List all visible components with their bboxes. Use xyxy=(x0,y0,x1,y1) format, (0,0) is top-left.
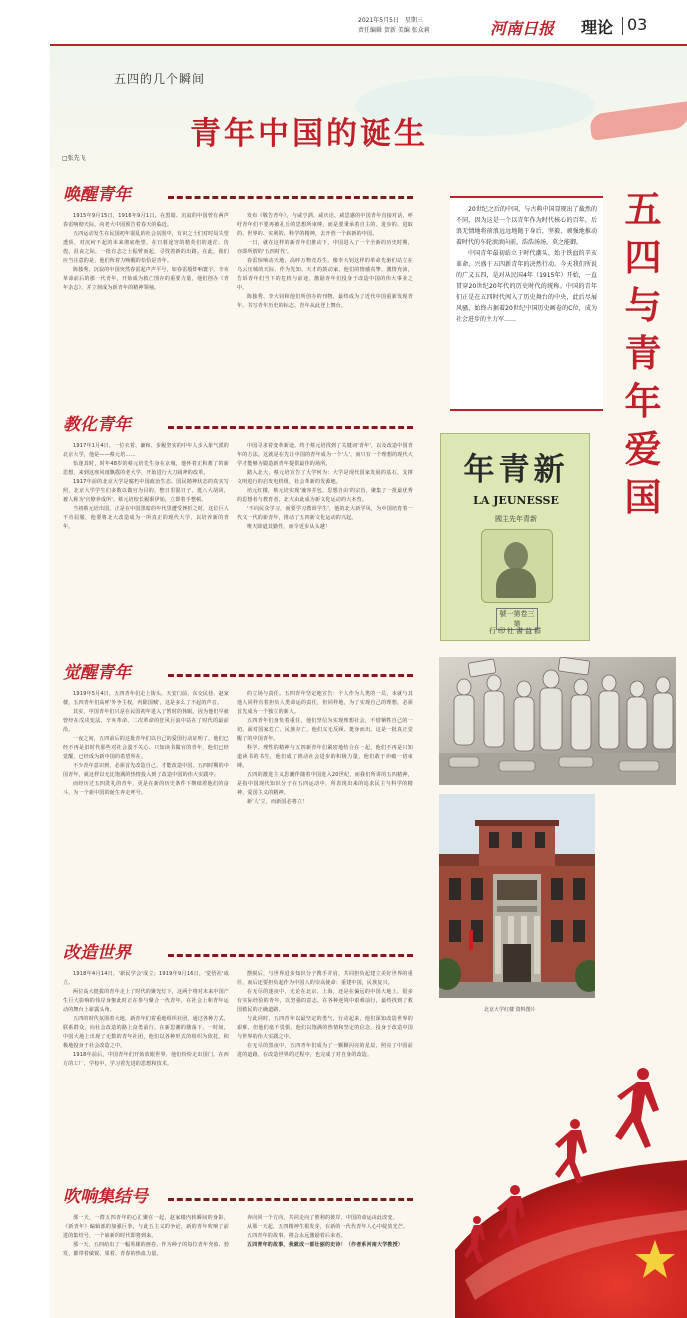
paragraph: 1917年前的北京大学是腐朽中国政治生态、国民精神状态的真实写照，北京大学学生们多数以做官为目的，整日里混日子、逛八大胡同，被人称为'官僚养成所'。蔡元培校长履职伊始，立即着手整顿。 xyxy=(63,479,229,503)
section-heading xyxy=(63,180,413,210)
section-title: 教化青年 xyxy=(63,415,131,435)
paragraph: 奔向同一个方向，共同走向了胜利的彼岸，中国的命运由此改变。 xyxy=(247,1215,398,1221)
text-column xyxy=(237,212,413,388)
paragraph: 1915年9月15日，1916年9月1日，在黑暗、沉寂的中国曾有两声春雷响彻天际，向老大中国预告着春天的临近。 xyxy=(63,213,229,228)
text-column xyxy=(237,1214,413,1310)
paragraph: 五四青年的故事，我就成一部壮丽的史诗！（作者系河南大学教授） xyxy=(247,1242,404,1248)
text-column xyxy=(63,970,229,1166)
paragraph: 在无尽的黑夜中，五四青年们成为了一颗颗闪亮的星辰，照亮了中国前进的道路，在改造世界的过程中，也完成了对自身的改造。 xyxy=(237,1043,413,1058)
paragraph: 一夜之间，五四前后的这批青年们以自己的爱国行动证明了，他们已经不再是旧时代那些对社会漠不关心、只知读书做官的青年，他们已经觉醒，已经成为新中国的希望所在。 xyxy=(63,736,229,760)
paragraph: 五四的激进主义思潮伴随着中国进入20世纪，而我们所讲的五四精神，是指中国现代知识分子在五四运动中，所表现出来的追求民主与科学的精神，爱国主义的精神。 xyxy=(237,772,413,796)
paragraph: 当初蔡元培出国，正是在中国黑暗的年代里遭受挫折之时，这位巨人不肯屈服，他要将北大改造成为一所真正的现代大学，以培养新的青年。 xyxy=(63,506,229,530)
vertical-title-char: 国 xyxy=(624,475,662,519)
paragraph: 新'人'立，而新国必将立！ xyxy=(247,799,308,805)
text-column xyxy=(237,690,413,916)
paragraph: 科学、理性的精神与五四新青年们紧密地结合在一起，他们不再是只知道读书的书生，他们成了推动社会进步的积极力量，他们敢于冲破一切束缚。 xyxy=(237,745,413,769)
paragraph: 五四青年们身负着重任，他们坚信为实现理想社会，不惜牺牲自己的一切。面对国家危亡、民族存亡，他们义无反顾、挺身而出。这是一批真正觉醒了的中国青年。 xyxy=(237,718,413,742)
paragraph: 发布《敬告青年》，与咸亨酒、咸庆论、咸思感的中国青年直接对话，呼吁青年们不要再被孔丘的思想所束缚，而是要秉承着自主的、进步的、进取的、世界的、实利的、科学的精神，去开创一个崭新的中国。 xyxy=(237,213,413,237)
paragraph: 恰逢其时，时年48岁的蔡元培先生身在京城，他怀着正积蓄了的新思想，来到这座风雨飘摇的老大学，开始进行大刀阔斧的改革。 xyxy=(63,461,229,476)
section-title: 觉醒青年 xyxy=(63,663,131,683)
section-heading xyxy=(63,938,413,968)
section-title: 吹响集结号 xyxy=(63,1187,148,1207)
paragraph: 中国寻求着变革新途。终于蔡元培找到了关键词'青年'，以及改造中国青年的方法。这就是在先让中国的青年成为一个'人'，而只有一个理想的现代大学才能够为锻造新青年提供最佳的场所。 xyxy=(237,443,413,467)
article-kicker: 五四的几个瞬间 xyxy=(114,72,206,86)
section-rule xyxy=(168,954,413,957)
paragraph: 一日，就在这样的新青年们推动下，中国进入了一个全新的历史时期，亦即所谓的'五四时代'。 xyxy=(237,240,413,255)
paragraph: 陈独秀、李大钊和他们所创办的刊物，最终成为了近代中国重新发现青年、书写青年历史的标志，青年从此登上舞台。 xyxy=(237,294,413,309)
section-heading xyxy=(63,658,413,688)
text-column xyxy=(63,690,229,916)
cover-publisher: 行印社書益群 xyxy=(489,627,543,635)
section-rule xyxy=(168,1198,413,1201)
paragraph: 五四运动发生在民国初年混乱的社会氛围中，有识之士们对时局失望透顶，对沉疴不起的未来彻底绝望。在日暮途穷的精英们的迷茫、彷徨、沮丧之际，一批有志之士振臂而起，寻找着新的出路。在此，我们应当注意的是，他们所着力唤醒的恰恰是青年。 xyxy=(63,231,229,264)
intro-box xyxy=(450,196,603,411)
paragraph: 唯天降道其勤性，而令近步从头越！ xyxy=(247,524,331,530)
paragraph: 两位高大挺拔的青年走上了时代的聚光灯下，这两个将对未来中国产生巨大影响的伟岸身躯此时正在参与聚合一代青年，在社会上和青年运动的舞台上崭露头角。 xyxy=(63,989,229,1013)
paragraph: 与此同时，五四青年以最坚定的勇气，行动起来，他们深知改造世界的艰难，但他们毫不畏惧，他们以饱满的热情和坚定的信念，投身于改造中国与世界的伟大实践之中。 xyxy=(237,1016,413,1040)
paragraph: 1918年前后，中国青年们开始放眼世界，他们纷纷走出国门，在西方的工厂、学校中，学习着先进的思想和技术。 xyxy=(63,1052,229,1067)
building-illustration xyxy=(439,794,595,998)
article-title: 青年中国的诞生 xyxy=(190,116,428,152)
section-title: 唤醒青年 xyxy=(63,185,131,205)
issue-date: 2021年5月5日 星期三 xyxy=(358,17,423,24)
paragraph: 1919年5月4日，五四青年们走上街头，天安门前、东交民巷、赵家楼，五四青年们高呼'外争主权，内除国贼'，这是多么了不起的声音。 xyxy=(63,691,229,706)
intro-paragraph: 中国青年最初站立于时代潮头，始于铁血的辛亥革命，兴盛于五四新青年的决然行动。今天我们所说的广义五四，是对从民国4年（1915年）开始，一直贯穿20世纪20年代的历史时代的统称。中国的青年们正是在五四时代闯入了历史舞台的中央，此后尽展风骚，始终占据着20世纪中国历史画卷的C位，成为社会进步的主力军…… xyxy=(456,250,597,323)
paragraph: 五四青年的故事，将会永远激励着后来者。 xyxy=(247,1233,346,1239)
relief-illustration xyxy=(439,657,676,785)
vertical-title xyxy=(621,185,665,521)
text-column xyxy=(63,442,229,638)
header-divider xyxy=(622,17,623,35)
newspaper-logo: 河南日报 xyxy=(490,19,555,38)
vertical-title-char: 与 xyxy=(624,283,662,327)
section-rule xyxy=(168,674,413,677)
paragraph: 那一天，五四给出了一幅英雄的画卷，作为种子的每位青年充盈、勃发，都带着敏锐、果着、青春的热血力量。 xyxy=(63,1242,229,1257)
section-heading xyxy=(63,410,413,440)
article-byline: □张先飞 xyxy=(62,155,86,162)
cover-english-title: LA JEUNESSE xyxy=(473,494,559,507)
vertical-title-char: 年 xyxy=(624,379,662,423)
paragraph: '不向民众学习，而要学习教训学生'，他的北大新学风，为中国培育着一代又一代的新青年，推动了五四新文化运动的兴起。 xyxy=(237,506,413,521)
section-heading xyxy=(63,1182,413,1212)
cover-volume: 號一第卷三第 xyxy=(496,608,538,630)
relief-sculpture-photo xyxy=(439,657,676,785)
cover-portrait xyxy=(481,529,553,603)
portrait-body xyxy=(496,568,536,598)
peking-university-red-building-photo xyxy=(439,794,595,998)
section-rule xyxy=(168,196,413,199)
text-column xyxy=(63,212,229,388)
text-column xyxy=(63,1214,229,1310)
cover-subtitle: 國主先年青新 xyxy=(495,515,537,523)
paragraph: 五四的时代氛围着大地，新青年们着重地组织社团，通过各种方式，联系群众，向社会改造的路上奋勇前行。在新思潮的激荡下，一时间，中国大地上出现了无数的青年社团，他们以各种形式的组织为依托，积极地投身于社会改造之中。 xyxy=(63,1016,229,1049)
paragraph: 陈独秀、沉寂的中国突然春雷起声声平号，如春雷般炸响寰宇。辛亥革命前后的那一代青年，开始成为救亡图存的重要力量，他们创办《青年杂志》，并立刻成为新青年的精神领袖。 xyxy=(63,267,229,291)
section-rule xyxy=(168,426,413,429)
masthead xyxy=(50,0,687,46)
photo-caption: 北京大学红楼 资料图片 xyxy=(484,1007,536,1013)
vertical-title-char: 青 xyxy=(624,331,662,375)
running-youth-illustration xyxy=(455,1050,687,1318)
paragraph: 从那一天起，五四精神生根发芽，在新的一代代青年人心中绽放光芒。 xyxy=(247,1224,409,1230)
paragraph: 踏入北大，蔡元培宣告了大学何为：大学是现代国家发展的基石，支撑文明进行的启发电机组，社会革新的发源地。 xyxy=(237,470,413,485)
editor-credits: 责任编辑 贺新 美编 张众莉 xyxy=(358,27,430,34)
section-name: 理论 xyxy=(581,18,614,37)
section-title: 改造世界 xyxy=(63,943,131,963)
vertical-title-char: 四 xyxy=(624,235,662,279)
decorative-artwork xyxy=(455,1050,687,1318)
paragraph: 在无尽的迷夜中，无论在北京、上海，还是在偏远的中国大地上，很多有实际经验的青年，以坚强的意志，在各种逆境中艰难前行，最终找到了救国救民的正确道路。 xyxy=(237,989,413,1013)
paragraph: 培元红楼，蔡元培实现'兼容并包、思想自由'的宗旨，聚集了一批最优秀的思想者与教育者，北大由此成为新文化运动的大本营。 xyxy=(237,488,413,503)
magazine-cover-image xyxy=(440,433,590,641)
paragraph: 不少青年意识到，必须首先改造自己，才能改造中国。五四时期的中国青年，就这样以无比饱满的热情投入到了改造中国的伟大实践中。 xyxy=(63,763,229,778)
vertical-title-char: 五 xyxy=(624,187,662,231)
portrait-head xyxy=(504,542,528,570)
paragraph: 的立场与责任。五四青年坚定地宣告：个人作为人类的一员，本就与其他人同样有着担负人类命运的责任，但同样地，为了实现自己的理想，必须首先成为一个独立的新人。 xyxy=(237,691,413,715)
paragraph: 那一天，一群五四青年的心汇聚在一起，赵家楼内转瞬间的身影，《新青年》编辑部的加强巨拳，与此五主义的争论，新的青年吹响了前进的集结号，一个崭新的时代即将到来。 xyxy=(63,1215,229,1239)
page-number: 03 xyxy=(627,15,648,34)
paragraph: 而经历过五四洗礼的青年，更是在新的历史条件下继续着他们的奋斗，为一个新中国的诞生奔走呼号。 xyxy=(63,781,229,796)
vertical-title-char: 爱 xyxy=(624,427,662,471)
text-column xyxy=(237,970,413,1166)
paragraph: 春雷惊响动天地，高呼万物竞苏生。像李大钊这样的革命先驱们站立在乌云压城的天际，作为先知、天才的鼓动家，他们的情感真挚、激情充沛，告诉青年们当下的危机与前途，激励青年们投身于改造中国的伟大事业之中。 xyxy=(237,258,413,291)
paragraph: 摆脱后，与世界进步知识分子携手并肩，共同担负起建立美好世界的重任，而后还要担负起作为中国人的崇高使命：重建中国，民族复兴。 xyxy=(237,971,413,986)
text-column xyxy=(237,442,413,638)
intro-paragraph: 20世纪之后的中国，与古典中国显现出了截然的不同，因为这是一个以青年作为时代核心的百年，后浪无情地将前浪远远地抛于身后，坚毅、顽强地推动着时代的车轮滚滚向前，浩浩汤汤，莫之能御。 xyxy=(456,206,597,246)
paragraph: 其实，中国青年们只是在民国初年进入了暂时的休眠，因为他们早就曾经在戊戌变法、辛亥革命、二次革命的狂风巨浪中站在了时代的最前沿。 xyxy=(63,709,229,733)
paragraph: 1918年4月14日，'新民学会'成立；1919年9月16日，'觉悟社'成立。 xyxy=(63,971,229,986)
paragraph: 1917年1月4日，一位衣着、谦和、步履坚实的中年人步入象气派的北京大学，他是——蔡元培…… xyxy=(63,443,229,458)
cover-title: 年青新 xyxy=(463,452,569,488)
